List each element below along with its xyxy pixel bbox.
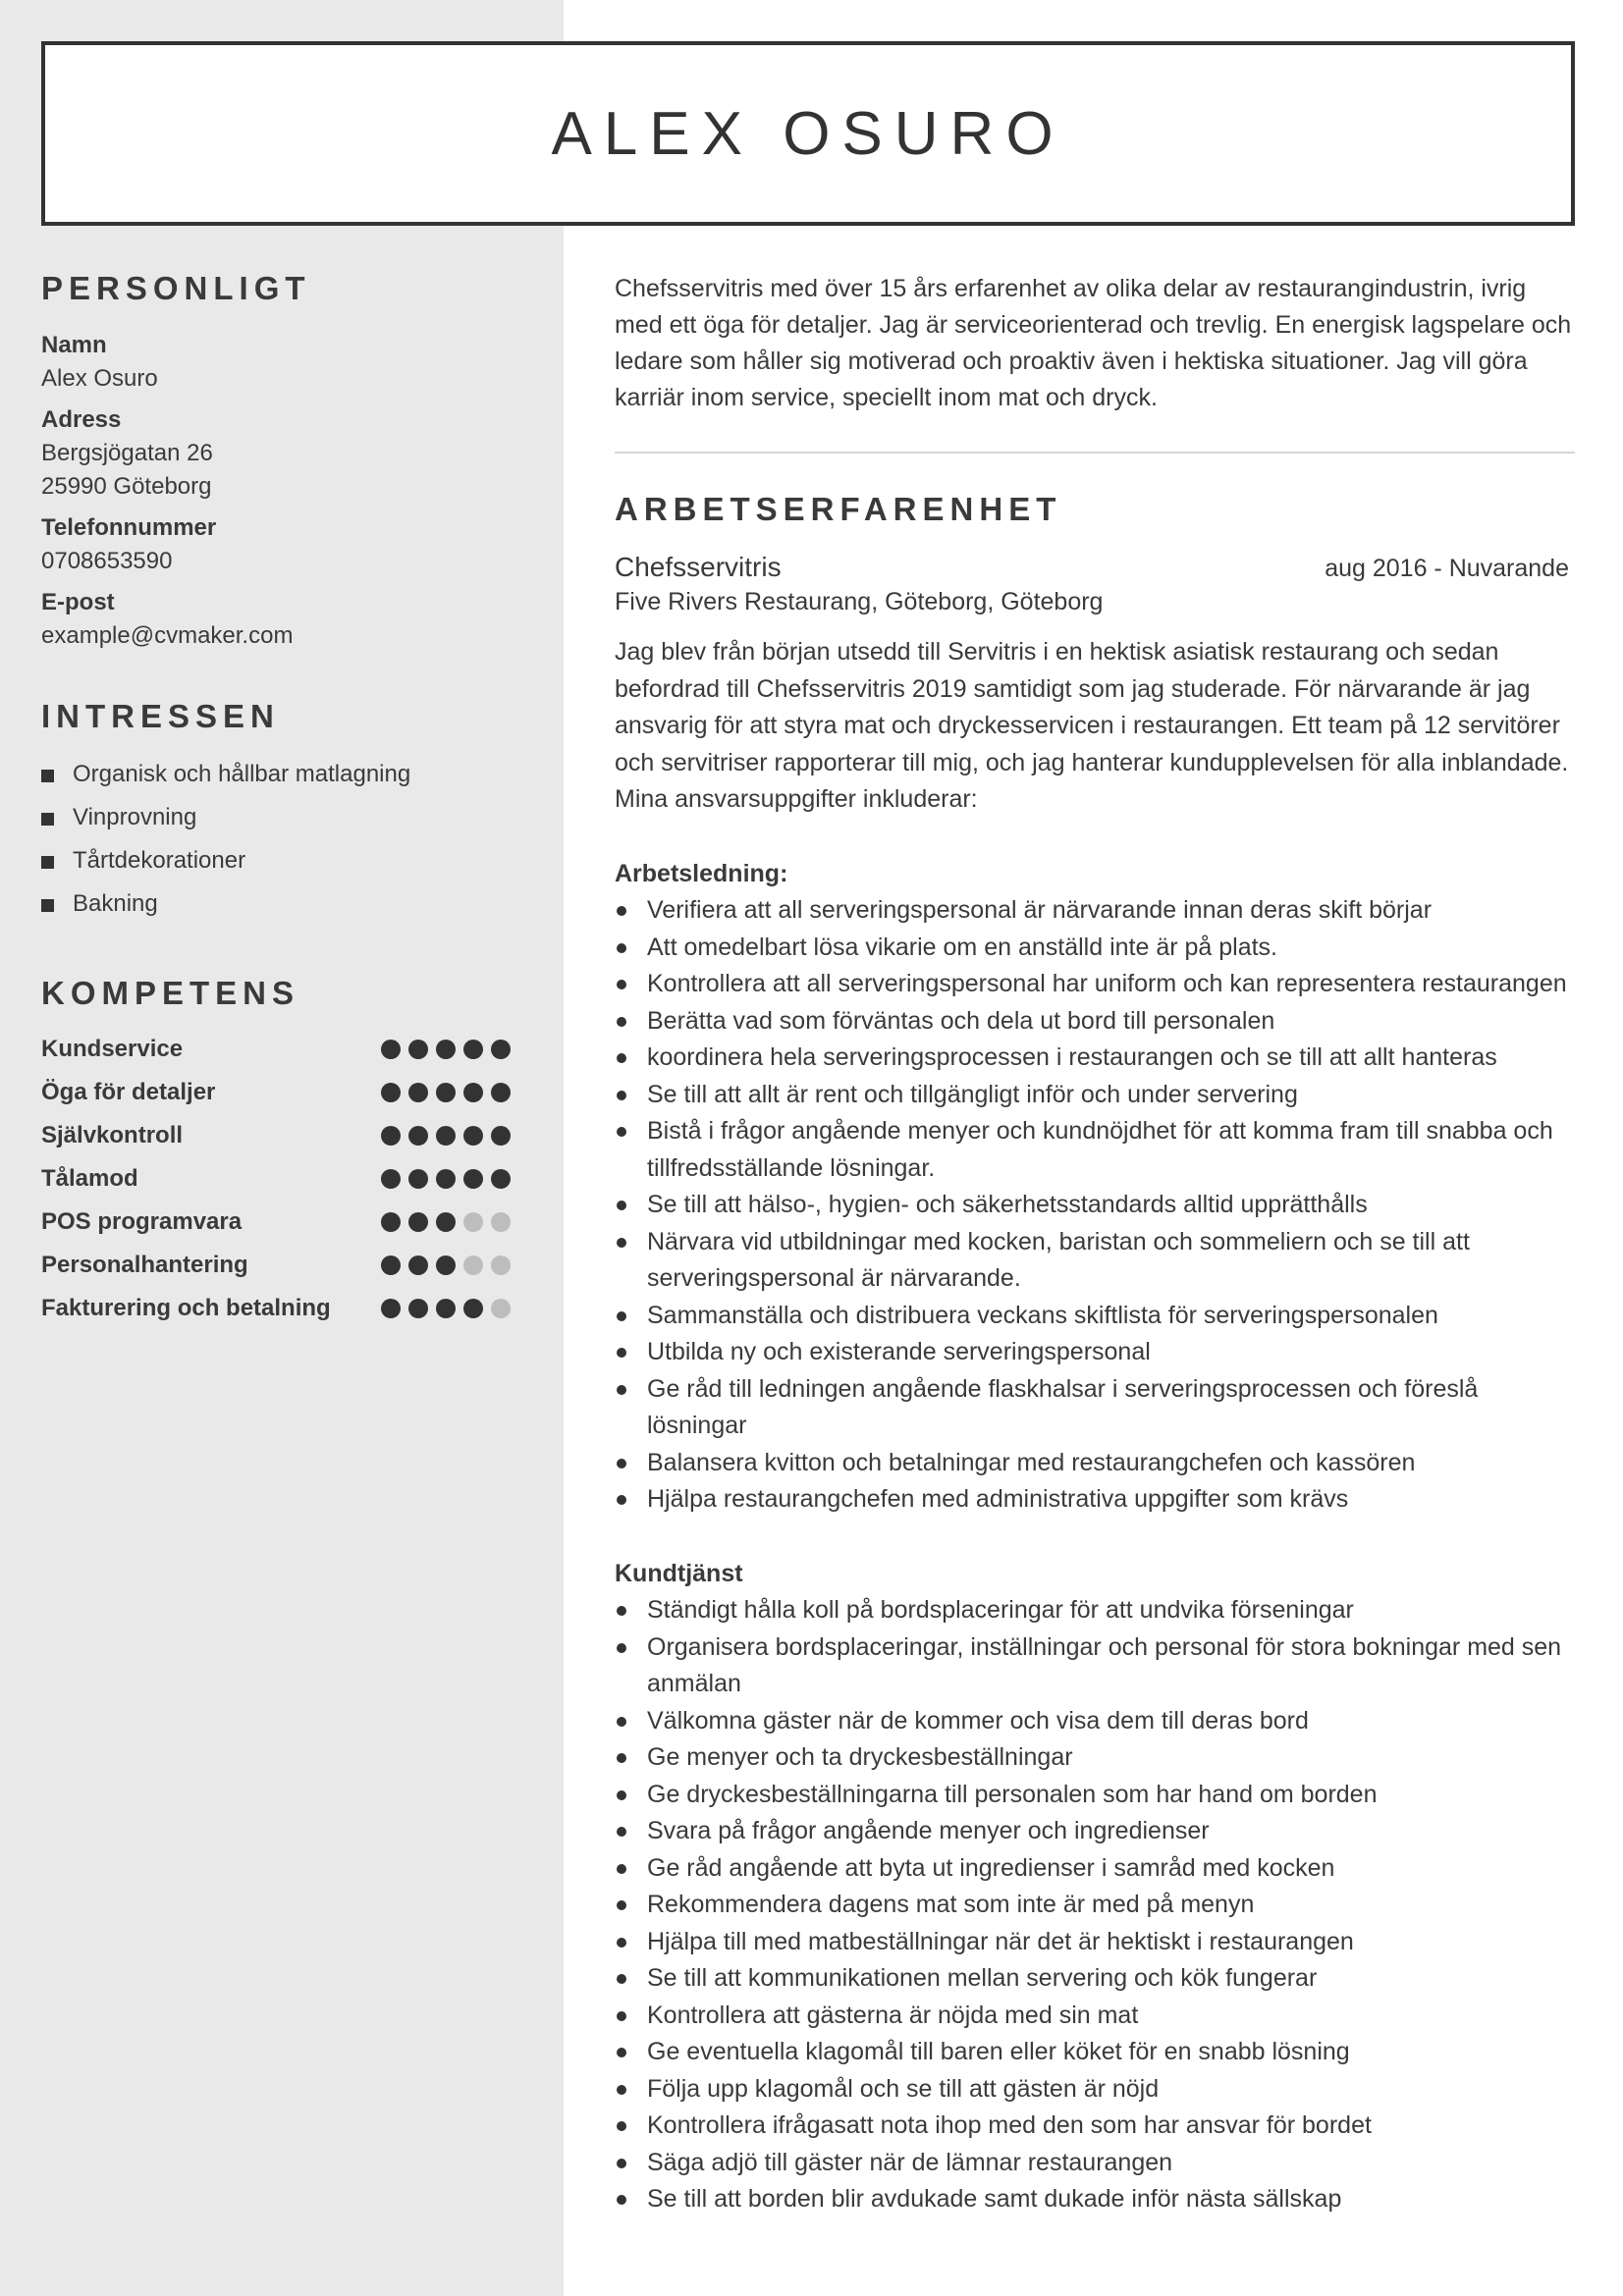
list-item: Rekommendera dagens mat som inte är med på menyn xyxy=(615,1887,1575,1924)
rating-dot-filled-icon xyxy=(491,1040,511,1059)
rating-dot-filled-icon xyxy=(408,1126,428,1146)
skills-section-title: KOMPETENS xyxy=(41,975,300,1011)
rating-dot-filled-icon xyxy=(381,1040,401,1059)
list-item: Verifiera att all serveringspersonal är närvarande innan deras skift börjar xyxy=(615,892,1575,930)
rating-dot-filled-icon xyxy=(436,1299,456,1318)
rating-dot-filled-icon xyxy=(408,1212,428,1232)
skill-name: POS programvara xyxy=(41,1208,243,1235)
skill-row xyxy=(41,1071,511,1114)
skill-name: Personalhantering xyxy=(41,1252,248,1278)
skill-rating xyxy=(381,1126,511,1146)
skill-name: Tålamod xyxy=(41,1165,138,1192)
job-date: aug 2016 - Nuvarande xyxy=(1325,555,1569,582)
field-value: Bergsjögatan 26 xyxy=(41,440,213,466)
rating-dot-filled-icon xyxy=(408,1299,428,1318)
job-description: Jag blev från början utsedd till Servitris i en hektisk asiatisk restaurang och sedan befordrad till Chefsservitris 2019 samtidigt som jag studerade. För närvarande är jag ansvarig för att styra mat och dryckesservicen i restaurangen. Ett team på 12 servitörer och servitriser rapporterar till mig, och jag hanterar kundupplevelsen för alla inblandade. Mina ansvarsuppgifter inkluderar: xyxy=(615,638,1569,813)
job-header xyxy=(615,552,1575,583)
list-item: Organisera bordsplaceringar, inställningar och personal för stora bokningar med sen anmälan xyxy=(615,1629,1575,1703)
list-item xyxy=(41,882,511,926)
interests-list xyxy=(41,753,511,926)
field-value: 25990 Göteborg xyxy=(41,473,212,500)
bullet-list xyxy=(615,892,1575,1519)
rating-dot-filled-icon xyxy=(436,1040,456,1059)
experience-section-title: ARBETSERFARENHET xyxy=(615,491,1062,527)
skill-name: Öga för detaljer xyxy=(41,1079,216,1105)
skill-row xyxy=(41,1201,511,1244)
list-item: Sammanställa och distribuera veckans skiftlista för serveringspersonalen xyxy=(615,1298,1575,1335)
list-item: Se till att kommunikationen mellan servering och kök fungerar xyxy=(615,1960,1575,1998)
name-header xyxy=(41,41,1575,226)
skill-row xyxy=(41,1287,511,1330)
profile-summary: Chefsservitris med över 15 års erfarenhet av olika delar av restaurangindustrin, ivrig med ett öga för detaljer. Jag är serviceorienterad och trevlig. En energisk lagspelare och ledare som håller sig motiverad och proaktiv även i hektiska situationer. Jag vill göra karriär inom service, speciellt inom mat och dryck. xyxy=(615,275,1572,411)
list-item: Ge menyer och ta dryckesbeställningar xyxy=(615,1739,1575,1777)
main-content xyxy=(615,271,1575,2218)
list-item: Att omedelbart lösa vikarie om en anställd inte är på plats. xyxy=(615,930,1575,967)
list-item xyxy=(41,839,511,882)
field-address xyxy=(41,403,511,504)
rating-dot-empty-icon xyxy=(463,1255,483,1275)
list-item: Hjälpa till med matbeställningar när det är hektiskt i restaurangen xyxy=(615,1924,1575,1961)
job-title: Chefsservitris xyxy=(615,552,782,582)
skill-rating xyxy=(381,1040,511,1059)
list-item: Ge eventuella klagomål till baren eller köket för en snabb lösning xyxy=(615,2034,1575,2071)
list-item: Ge råd till ledningen angående flaskhalsar i serveringsprocessen och föreslå lösningar xyxy=(615,1371,1575,1445)
list-item: Välkomna gäster när de kommer och visa dem till deras bord xyxy=(615,1703,1575,1740)
field-value: example@cvmaker.com xyxy=(41,622,294,649)
group-title: Kundtjänst xyxy=(615,1559,743,1587)
list-item xyxy=(41,796,511,839)
list-item: Närvara vid utbildningar med kocken, baristan och sommeliern och se till att serveringspersonal är närvarande. xyxy=(615,1224,1575,1298)
rating-dot-filled-icon xyxy=(436,1083,456,1102)
responsibility-group xyxy=(615,1556,1575,2218)
section-divider xyxy=(615,452,1575,454)
interests-section-title: INTRESSEN xyxy=(41,698,280,734)
personal-section-title: PERSONLIGT xyxy=(41,270,311,306)
rating-dot-filled-icon xyxy=(381,1169,401,1189)
rating-dot-filled-icon xyxy=(381,1126,401,1146)
interest-label: Vinprovning xyxy=(73,804,197,830)
skill-rating xyxy=(381,1299,511,1318)
rating-dot-filled-icon xyxy=(381,1255,401,1275)
rating-dot-filled-icon xyxy=(491,1169,511,1189)
rating-dot-filled-icon xyxy=(408,1083,428,1102)
list-item: Balansera kvitton och betalningar med restaurangchefen och kassören xyxy=(615,1445,1575,1482)
rating-dot-empty-icon xyxy=(463,1212,483,1232)
rating-dot-filled-icon xyxy=(491,1083,511,1102)
rating-dot-empty-icon xyxy=(491,1299,511,1318)
skill-name: Fakturering och betalning xyxy=(41,1295,331,1321)
skill-name: Självkontroll xyxy=(41,1122,184,1148)
list-item: Berätta vad som förväntas och dela ut bord till personalen xyxy=(615,1003,1575,1041)
skills-list xyxy=(41,1028,511,1330)
candidate-name: ALEX OSURO xyxy=(551,99,1065,168)
list-item: Svara på frågor angående menyer och ingredienser xyxy=(615,1813,1575,1850)
rating-dot-empty-icon xyxy=(491,1212,511,1232)
rating-dot-filled-icon xyxy=(491,1126,511,1146)
rating-dot-filled-icon xyxy=(408,1169,428,1189)
list-item xyxy=(41,753,511,796)
job-company: Five Rivers Restaurang, Göteborg, Göteborg xyxy=(615,588,1104,615)
rating-dot-filled-icon xyxy=(408,1040,428,1059)
rating-dot-filled-icon xyxy=(436,1126,456,1146)
field-value: Alex Osuro xyxy=(41,365,158,392)
interest-label: Tårtdekorationer xyxy=(73,847,246,874)
interest-label: Bakning xyxy=(73,890,158,917)
field-label: Namn xyxy=(41,332,107,358)
personal-fields xyxy=(41,329,511,653)
skill-name: Kundservice xyxy=(41,1036,184,1062)
list-item: Kontrollera att all serveringspersonal har uniform och kan representera restaurangen xyxy=(615,966,1575,1003)
rating-dot-filled-icon xyxy=(408,1255,428,1275)
responsibility-group xyxy=(615,856,1575,1519)
list-item: Följa upp klagomål och se till att gästen är nöjd xyxy=(615,2071,1575,2109)
field-label: E-post xyxy=(41,589,115,615)
list-item: Kontrollera ifrågasatt nota ihop med den som har ansvar för bordet xyxy=(615,2108,1575,2145)
rating-dot-filled-icon xyxy=(436,1212,456,1232)
list-item: Ständigt hålla koll på bordsplaceringar för att undvika förseningar xyxy=(615,1592,1575,1629)
square-bullet-icon xyxy=(41,899,54,912)
rating-dot-filled-icon xyxy=(463,1299,483,1318)
field-label: Adress xyxy=(41,406,122,433)
interest-label: Organisk och hållbar matlagning xyxy=(73,761,411,787)
job-entry xyxy=(615,552,1575,2218)
rating-dot-filled-icon xyxy=(381,1083,401,1102)
square-bullet-icon xyxy=(41,770,54,782)
list-item: Se till att allt är rent och tillgängligt inför och under servering xyxy=(615,1077,1575,1114)
square-bullet-icon xyxy=(41,856,54,869)
rating-dot-filled-icon xyxy=(463,1083,483,1102)
list-item: Ge dryckesbeställningarna till personalen som har hand om borden xyxy=(615,1777,1575,1814)
skill-row xyxy=(41,1244,511,1287)
bullet-list xyxy=(615,1592,1575,2218)
rating-dot-filled-icon xyxy=(463,1126,483,1146)
square-bullet-icon xyxy=(41,813,54,826)
list-item: Bistå i frågor angående menyer och kundnöjdhet för att komma fram till snabba och tillfredsställande lösningar. xyxy=(615,1113,1575,1187)
list-item: Se till att borden blir avdukade samt dukade inför nästa sällskap xyxy=(615,2181,1575,2218)
skill-rating xyxy=(381,1083,511,1102)
responsibility-groups xyxy=(615,856,1575,2218)
sidebar xyxy=(41,270,511,1330)
rating-dot-empty-icon xyxy=(491,1255,511,1275)
rating-dot-filled-icon xyxy=(436,1169,456,1189)
list-item: Utbilda ny och existerande serveringspersonal xyxy=(615,1334,1575,1371)
rating-dot-filled-icon xyxy=(463,1169,483,1189)
list-item: Hjälpa restaurangchefen med administrativa uppgifter som krävs xyxy=(615,1481,1575,1519)
list-item: Se till att hälso-, hygien- och säkerhetsstandards alltid upprätthålls xyxy=(615,1187,1575,1224)
field-label: Telefonnummer xyxy=(41,514,217,541)
rating-dot-filled-icon xyxy=(381,1212,401,1232)
field-phone xyxy=(41,511,511,578)
list-item: Kontrollera att gästerna är nöjda med sin mat xyxy=(615,1998,1575,2035)
field-email xyxy=(41,586,511,653)
skill-rating xyxy=(381,1255,511,1275)
skill-rating xyxy=(381,1169,511,1189)
skill-row xyxy=(41,1114,511,1157)
rating-dot-filled-icon xyxy=(436,1255,456,1275)
rating-dot-filled-icon xyxy=(381,1299,401,1318)
field-name xyxy=(41,329,511,396)
skill-row xyxy=(41,1028,511,1071)
list-item: Ge råd angående att byta ut ingredienser i samråd med kocken xyxy=(615,1850,1575,1888)
rating-dot-filled-icon xyxy=(463,1040,483,1059)
list-item: koordinera hela serveringsprocessen i restaurangen och se till att allt hanteras xyxy=(615,1040,1575,1077)
list-item: Säga adjö till gäster när de lämnar restaurangen xyxy=(615,2145,1575,2182)
skill-row xyxy=(41,1157,511,1201)
group-title: Arbetsledning: xyxy=(615,859,788,887)
skill-rating xyxy=(381,1212,511,1232)
field-value: 0708653590 xyxy=(41,548,173,574)
